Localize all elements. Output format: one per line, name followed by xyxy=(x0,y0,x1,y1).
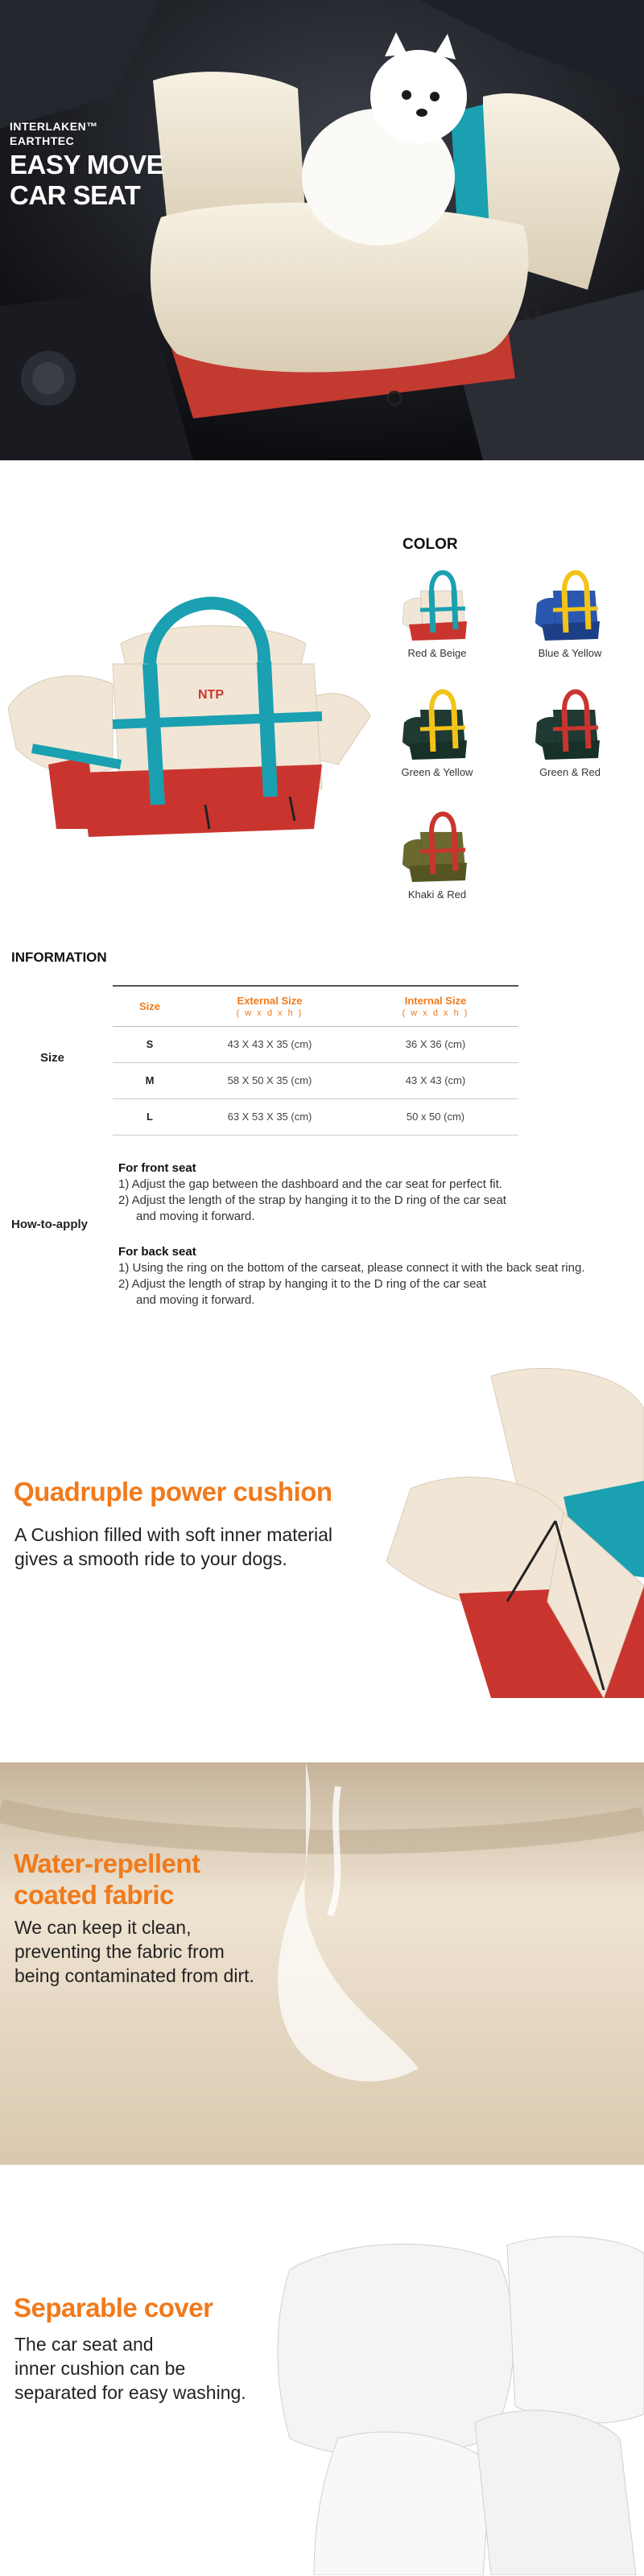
color-option-label: Blue & Yellow xyxy=(538,647,602,659)
row-size: S xyxy=(113,1026,187,1062)
hero-title xyxy=(10,150,163,211)
water-desc-line-1: We can keep it clean, xyxy=(14,1917,192,1938)
cushion-desc-line-1: A Cushion filled with soft inner material xyxy=(14,1524,333,1545)
color-option-green-red[interactable] xyxy=(518,682,622,778)
table-row xyxy=(113,1098,518,1135)
water-desc-line-2: preventing the fabric from xyxy=(14,1941,225,1962)
back-seat-instructions xyxy=(118,1244,642,1309)
color-option-red-beige[interactable] xyxy=(385,563,489,659)
color-option-blue-yellow[interactable] xyxy=(518,563,622,659)
hero-photo xyxy=(0,0,644,460)
color-swatch-image xyxy=(526,563,614,644)
back-seat-heading: For back seat xyxy=(118,1245,196,1259)
color-option-green-yellow[interactable] xyxy=(385,682,489,778)
brand-line-2: EARTHTEC xyxy=(10,134,75,147)
water-desc-line-3: being contaminated from dirt. xyxy=(14,1965,254,1986)
color-title: COLOR xyxy=(402,536,458,553)
cover-description xyxy=(14,2332,246,2405)
hero-banner xyxy=(0,0,644,460)
size-table xyxy=(113,985,518,1136)
row-size: M xyxy=(113,1062,187,1098)
information-title: INFORMATION xyxy=(11,950,107,965)
front-seat-step-2: 2) Adjust the length of the strap by hanging it to the D ring of the car seat xyxy=(118,1193,506,1207)
title-line-2: CAR SEAT xyxy=(10,180,141,210)
color-swatch-image xyxy=(526,682,614,763)
row-internal: 50 x 50 (cm) xyxy=(353,1098,518,1135)
table-row xyxy=(113,1026,518,1062)
cushion-description xyxy=(14,1523,332,1571)
header-size: Size xyxy=(113,986,187,1026)
front-seat-heading: For front seat xyxy=(118,1161,196,1175)
bag-logo: NTP xyxy=(198,688,224,702)
cushion-title: Quadruple power cushion xyxy=(14,1477,332,1506)
size-label: Size xyxy=(40,1051,65,1065)
row-internal: 36 X 36 (cm) xyxy=(353,1026,518,1062)
header-internal-sub: ( w x d x h ) xyxy=(402,1008,469,1018)
cover-desc-line-2: inner cushion can be xyxy=(14,2358,186,2379)
cover-desc-line-1: The car seat and xyxy=(14,2334,154,2355)
row-external: 43 X 43 X 35 (cm) xyxy=(187,1026,353,1062)
row-external: 58 X 50 X 35 (cm) xyxy=(187,1062,353,1098)
water-title-line-1: Water-repellent xyxy=(14,1849,200,1878)
feature-cover xyxy=(0,2165,644,2576)
title-line-1: EASY MOVE xyxy=(10,150,164,179)
color-option-label: Red & Beige xyxy=(407,647,467,659)
cushion-desc-line-2: gives a smooth ride to your dogs. xyxy=(14,1548,287,1569)
water-title-line-2: coated fabric xyxy=(14,1880,174,1910)
row-size: L xyxy=(113,1098,187,1135)
feature-water xyxy=(0,1762,644,2165)
color-swatch-image xyxy=(393,805,481,885)
water-description xyxy=(14,1915,254,1988)
table-row xyxy=(113,1062,518,1098)
front-seat-step-1: 1) Adjust the gap between the dashboard and the car seat for perfect fit. xyxy=(118,1177,502,1191)
color-option-label: Khaki & Red xyxy=(407,888,467,901)
color-option-khaki-red[interactable] xyxy=(385,805,489,901)
row-external: 63 X 53 X 35 (cm) xyxy=(187,1098,353,1135)
hero-brand xyxy=(10,119,98,148)
back-seat-step-1: 1) Using the ring on the bottom of the carseat, please connect it with the back seat ring. xyxy=(118,1261,585,1275)
color-option-label: Green & Yellow xyxy=(401,766,473,778)
front-seat-instructions xyxy=(118,1160,642,1225)
size-table-header xyxy=(113,986,518,1026)
brand-line-1: INTERLAKEN™ xyxy=(10,120,98,133)
cover-photo xyxy=(266,2221,644,2575)
howto-label: How-to-apply xyxy=(11,1218,88,1231)
color-swatch-image xyxy=(393,563,481,644)
row-internal: 43 X 43 (cm) xyxy=(353,1062,518,1098)
color-option-label: Green & Red xyxy=(539,766,601,778)
feature-cushion xyxy=(0,1344,644,1762)
header-external-sub: ( w x d x h ) xyxy=(236,1008,303,1018)
cushion-photo xyxy=(362,1360,644,1698)
color-swatch-image xyxy=(393,682,481,763)
water-title xyxy=(14,1848,200,1910)
cover-title: Separable cover xyxy=(14,2293,213,2323)
back-seat-step-2: 2) Adjust the length of strap by hanging it to the D ring of the car seat xyxy=(118,1277,486,1291)
header-external: External Size ( w x d x h ) xyxy=(187,986,353,1026)
main-product-image xyxy=(0,563,378,869)
header-internal: Internal Size ( w x d x h ) xyxy=(353,986,518,1026)
cover-desc-line-3: separated for easy washing. xyxy=(14,2382,246,2403)
back-seat-step-2-cont: and moving it forward. xyxy=(136,1293,255,1307)
front-seat-step-2-cont: and moving it forward. xyxy=(136,1210,255,1223)
